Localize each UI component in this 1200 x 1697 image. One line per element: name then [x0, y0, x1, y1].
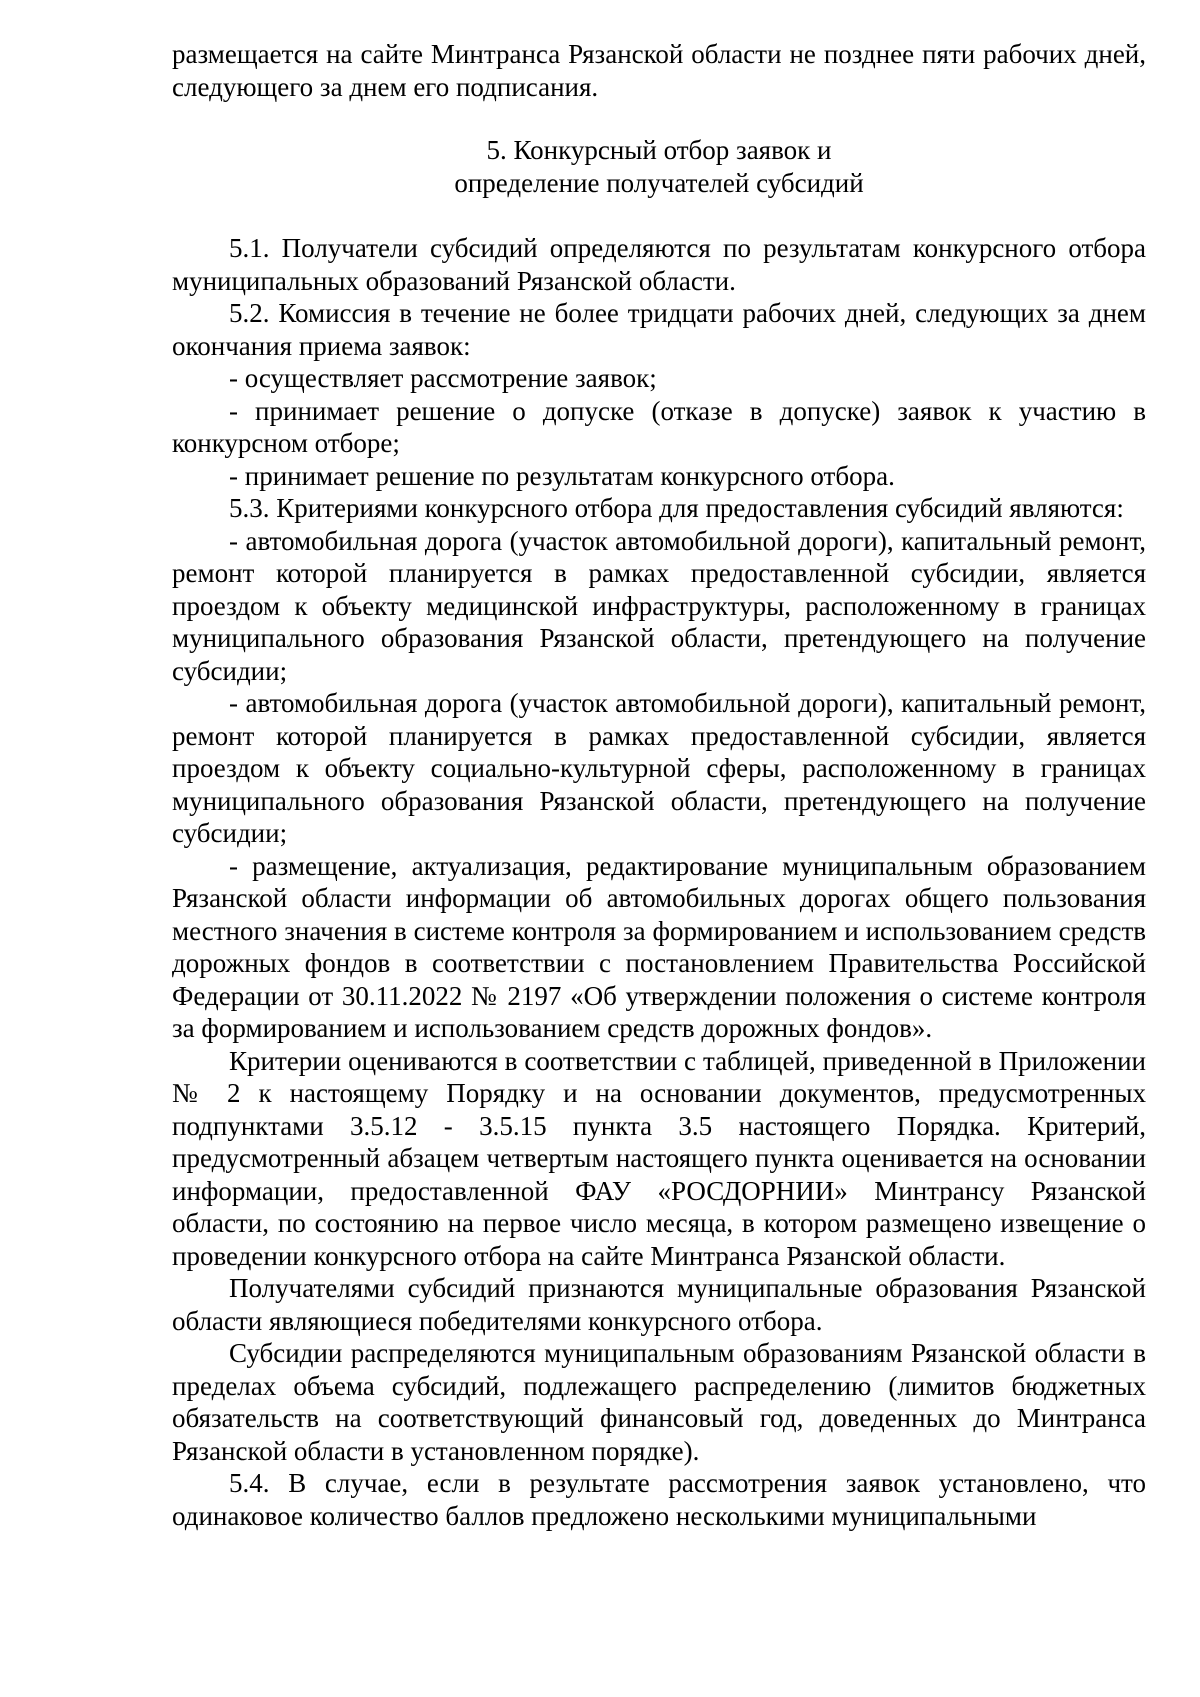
paragraph-recipients: Получателями субсидий признаются муниципальные образования Рязанской области являющиеся победителями конкурсного отбора.	[172, 1273, 1146, 1336]
paragraph-distribution: Субсидии распределяются муниципальным образованиям Рязанской области в пределах объема субсидий, подлежащего распределению (лимитов бюджетных обязательств на соответствующий финансовый год, доведенных до Минтранса Рязанской области в установленном порядке).	[172, 1338, 1146, 1466]
section-heading-line-2: определение получателей субсидий	[454, 167, 864, 198]
section-body	[172, 232, 1146, 1532]
list-item-decision: - принимает решение по результатам конкурсного отбора.	[229, 460, 895, 491]
paragraph-5-1: 5.1. Получатели субсидий определяются по результатам конкурсного отбора муниципальных образований Рязанской области.	[172, 233, 1146, 296]
criterion-medical: - автомобильная дорога (участок автомобильной дороги), капитальный ремонт, ремонт которой планируется в рамках предоставленной субсидии, является проездом к объекту медицинской инфраструктуры, расположенному в границах муниципального образования Рязанской области, претендующего на получение субсидии;	[172, 525, 1146, 686]
paragraph-5-2: 5.2. Комиссия в течение не более тридцати рабочих дней, следующих за днем окончания приема заявок:	[172, 298, 1146, 361]
criterion-road-fund-system: - размещение, актуализация, редактирование муниципальным образованием Рязанской области информации об автомобильных дорогах общего пользования местного значения в системе контроля за формированием и использованием средств дорожных фондов в соответствии с постановлением Правительства Российской Федерации от 30.11.2022 № 2197 «Об утверждении положения о системе контроля за формированием и использованием средств дорожных фондов».	[172, 850, 1146, 1043]
criterion-social-cultural: - автомобильная дорога (участок автомобильной дороги), капитальный ремонт, ремонт которой планируется в рамках предоставленной субсидии, является проездом к объекту социально-культурной сферы, расположенному в границах муниципального образования Рязанской области, претендующего на получение субсидии;	[172, 688, 1146, 848]
list-item-admission: - принимает решение о допуске (отказе в допуске) заявок к участию в конкурсном отборе;	[172, 395, 1146, 458]
section-heading	[172, 134, 1146, 199]
document-page	[172, 38, 1146, 1532]
paragraph-5-3: 5.3. Критериями конкурсного отбора для предоставления субсидий являются:	[229, 493, 1124, 523]
section-heading-line-1: 5. Конкурсный отбор заявок и	[486, 135, 832, 165]
paragraph-5-4: 5.4. В случае, если в результате рассмотрения заявок установлено, что одинаковое количество баллов предложено несколькими муниципальными	[172, 1468, 1146, 1531]
intro-paragraph: размещается на сайте Минтранса Рязанской области не позднее пяти рабочих дней, следующего за днем его подписания.	[172, 39, 1146, 102]
paragraph-criteria-evaluation: Критерии оцениваются в соответствии с таблицей, приведенной в Приложении № 2 к настоящему Порядку и на основании документов, предусмотренных подпунктами 3.5.12 - 3.5.15 пункта 3.5 настоящего Порядка. Критерий, предусмотренный абзацем четвертым настоящего пункта оценивается на основании информации, предоставленной ФАУ «РОСДОРНИИ» Минтрансу Рязанской области, по состоянию на первое число месяца, в котором размещено извещение о проведении конкурсного отбора на сайте Минтранса Рязанской области.	[172, 1045, 1146, 1271]
list-item-review: - осуществляет рассмотрение заявок;	[229, 363, 657, 393]
